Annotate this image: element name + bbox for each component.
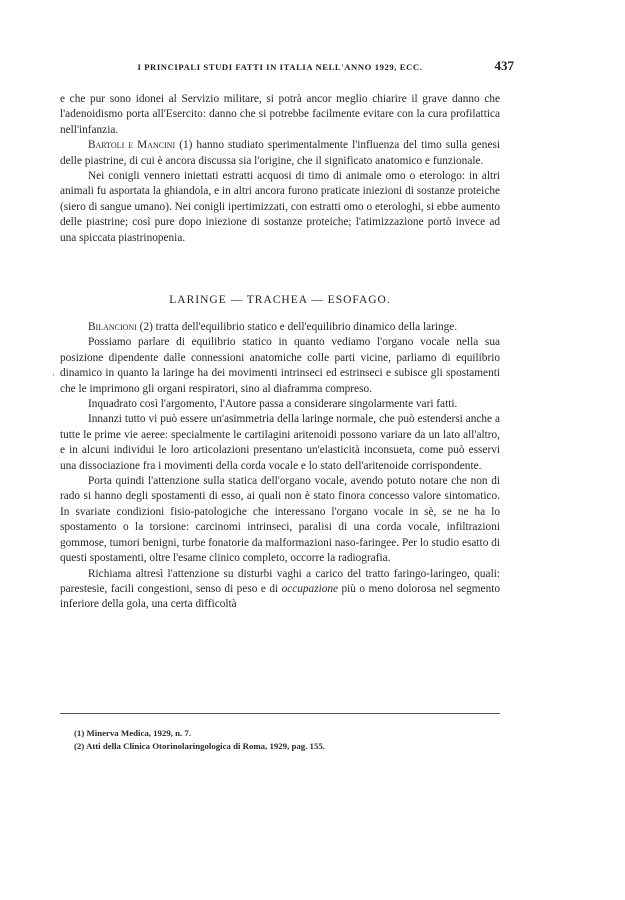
paragraph-text: più o meno dolorosa nel segmento inferiore della gola, una certa difficoltà	[60, 582, 500, 611]
paragraph-continuation: e che pur sono idonei al Servizio militare, si potrà ancor meglio chiarire il grave danno che l'adenoidismo porta all'Esercito: danno che si potrebbe facilmente evitare con la cura profilattica nell'infanzia.	[60, 93, 500, 136]
author-name: Bilancioni	[88, 321, 137, 333]
paragraph-bilancioni	[60, 320, 500, 335]
top-text-block	[60, 92, 500, 246]
paragraph-text: (2) tratta dell'equilibrio statico e dell'equilibrio dinamico della laringe.	[136, 321, 458, 333]
paragraph-inquadrato: Inquadrato così l'argomento, l'Autore passa a considerare singolarmente vari fatti.	[88, 398, 458, 411]
paragraph-equilibrio: Possiamo parlare di equilibrio statico in quanto vediamo l'organo vocale nella sua posizione dipendente dalle connessioni anatomiche colle parti vicine, parliamo di equilibrio dinamico in quanto la laringe ha dei movimenti intrinseci ed estrinseci e subisce gli spostamenti che le imprimono gli organi respiratori, sino al diaframma compreso.	[60, 336, 500, 395]
margin-dot: ·	[52, 370, 55, 380]
footnote-rule	[60, 713, 500, 714]
footnote-1: (1) Minerva Medica, 1929, n. 7.	[74, 728, 192, 738]
paragraph-disturbi	[60, 567, 500, 613]
paragraph-text: Richiama altresì l'attenzione su disturbi vaghi a carico del tratto faringo-laringeo, quali: parestesie, facili congestioni, senso di peso e di	[60, 567, 500, 595]
paragraph-text: (1) hanno studiato sperimentalmente l'influenza del timo sulla genesi delle piastrine, di cui è ancora discussa sia l'origine, che il significato anatomico e funzionale.	[60, 139, 500, 167]
footnotes	[74, 727, 494, 753]
italic-word: occupazione	[281, 582, 339, 595]
paragraph-asimmetria: Innanzi tutto vi può essere un'asimmetria della laringe normale, che può estendersi anche a tutte le prime vie aeree: specialmente le cartilagini aritenoidi possono variare da un lato all'altro, e in alcuni individui le loro articolazioni presentano un'elasticità inconsueta, come può esservi una dissociazione fra i movimenti della corda vocale e lo stato dell'aritenoide corrispondente.	[60, 413, 500, 472]
main-text-block	[60, 320, 500, 613]
paragraph-statica: Porta quindi l'attenzione sulla statica dell'organo vocale, avendo potuto notare che non di rado si hanno degli spostamenti di esso, ai quali non è stato finora concesso valore sintomatico. In svariate condizioni fisio-patologiche che interessano l'organo vocale in sè, se ne ha lo spostamento o la torsione: carcinomi intrinseci, paralisi di una corda vocale, infiltrazioni gommose, tumori benigni, turbe fonatorie da malformazioni naso-faringee. Per lo studio esatto di questi spostamenti, oltre l'esame clinico completo, occorre la radiografia.	[60, 475, 500, 565]
running-header: I PRINCIPALI STUDI FATTI IN ITALIA NELL'ANNO 1929, ECC.	[137, 62, 423, 72]
paragraph-conigli: Nei conigli vennero iniettati estratti acquosi di timo di animale omo o eterologo: in altri animali fu asportata la ghiandola, e in altri ancora furono praticate iniezioni di sostanze proteiche (siero di sangue umano). Nei conigli ipertimizzati, con estratti omo o eterologhi, si ebbe aumento delle piastrine; così pure dopo iniezione di sostanze proteiche; l'atimizzazione portò invece ad una spiccata piastrinopenia.	[60, 170, 500, 244]
page-number: 437	[494, 58, 514, 73]
paragraph-bartoli	[60, 138, 500, 169]
author-name: Bartoli e Mancini	[88, 139, 176, 152]
section-heading: LARINGE — TRACHEA — ESOFAGO.	[169, 294, 391, 306]
footnote-2: (2) Atti della Clinica Otorinolaringologica di Roma, 1929, pag. 155.	[74, 741, 325, 751]
